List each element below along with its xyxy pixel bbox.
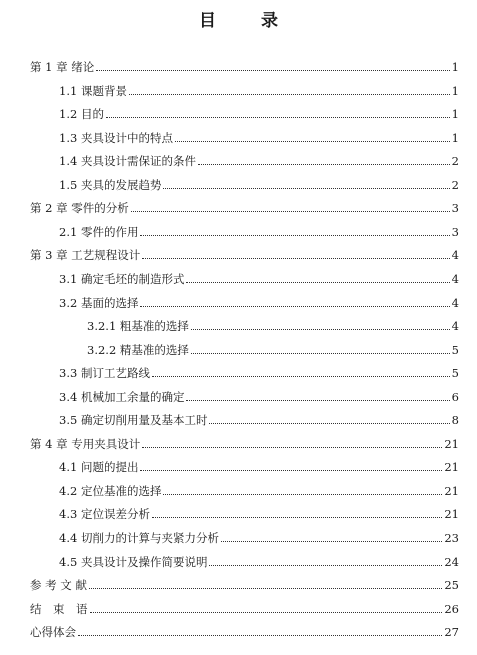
toc-entry-label: 参 考 文 献 bbox=[30, 578, 87, 593]
toc-entry-label: 3.5 确定切削用量及基本工时 bbox=[59, 413, 208, 428]
toc-entry[interactable] bbox=[30, 599, 459, 617]
toc-entry[interactable] bbox=[59, 481, 459, 499]
toc-dot-leader bbox=[140, 235, 449, 236]
toc-entry-label: 1.3 夹具设计中的特点 bbox=[59, 130, 173, 145]
toc-entry-page: 4 bbox=[451, 295, 459, 310]
toc-entry-page: 2 bbox=[451, 154, 459, 169]
toc-dot-leader bbox=[131, 211, 450, 212]
toc-entry-label: 第 4 章 专用夹具设计 bbox=[30, 436, 141, 451]
toc-dot-leader bbox=[209, 423, 449, 424]
toc-dot-leader bbox=[140, 470, 442, 471]
toc-entry-page: 4 bbox=[451, 248, 459, 263]
toc-entry[interactable] bbox=[87, 340, 459, 358]
toc-entry[interactable] bbox=[59, 151, 459, 169]
toc-entry[interactable] bbox=[59, 222, 459, 240]
toc-dot-leader bbox=[163, 188, 449, 189]
toc-entry-page: 1 bbox=[451, 83, 459, 98]
toc-entry-page: 21 bbox=[444, 483, 459, 498]
toc-entry-label: 3.4 机械加工余量的确定 bbox=[59, 389, 185, 404]
toc-entry[interactable] bbox=[87, 316, 459, 334]
toc-entry-page: 24 bbox=[444, 554, 459, 569]
toc-entry[interactable] bbox=[30, 622, 459, 640]
toc-dot-leader bbox=[89, 588, 442, 589]
toc-entry-label: 4.3 定位误差分析 bbox=[59, 507, 150, 522]
toc-entry-label: 第 2 章 零件的分析 bbox=[30, 201, 129, 216]
toc-entry[interactable] bbox=[59, 175, 459, 193]
toc-dot-leader bbox=[78, 635, 442, 636]
toc-entry-page: 27 bbox=[444, 625, 459, 640]
toc-entry[interactable] bbox=[30, 198, 459, 216]
toc-entry-page: 3 bbox=[451, 201, 459, 216]
toc-entry-page: 6 bbox=[451, 389, 459, 404]
toc-entry[interactable] bbox=[59, 81, 459, 99]
toc-dot-leader bbox=[152, 376, 450, 377]
toc-dot-leader bbox=[163, 494, 442, 495]
toc-entry-page: 4 bbox=[451, 319, 459, 334]
toc-entry-page: 21 bbox=[444, 460, 459, 475]
toc-entry-label: 心得体会 bbox=[30, 625, 76, 640]
toc-entry-label: 4.2 定位基准的选择 bbox=[59, 483, 162, 498]
toc-entry-page: 25 bbox=[444, 578, 459, 593]
toc-entry-label: 1.5 夹具的发展趋势 bbox=[59, 177, 162, 192]
toc-entry-label: 4.1 问题的提出 bbox=[59, 460, 139, 475]
toc-entry-page: 3 bbox=[451, 224, 459, 239]
toc-entry[interactable] bbox=[59, 128, 459, 146]
toc-dot-leader bbox=[186, 282, 449, 283]
toc-entry-label: 1.2 目的 bbox=[59, 107, 104, 122]
toc-entry-label: 2.1 零件的作用 bbox=[59, 224, 139, 239]
toc-entry[interactable] bbox=[30, 575, 459, 593]
toc-dot-leader bbox=[191, 329, 450, 330]
toc-entry-page: 23 bbox=[444, 531, 459, 545]
toc-entry-label: 3.2 基面的选择 bbox=[59, 295, 139, 310]
toc-entry[interactable] bbox=[59, 363, 459, 381]
toc-dot-leader bbox=[221, 541, 442, 542]
toc-entry[interactable] bbox=[59, 387, 459, 405]
toc-entry-label: 4.4 切削力的计算与夹紧力分析 bbox=[59, 531, 219, 545]
toc-dot-leader bbox=[186, 400, 449, 401]
toc-entry-page: 21 bbox=[444, 507, 459, 522]
toc-entry-label: 第 3 章 工艺规程设计 bbox=[30, 248, 141, 263]
toc-entry[interactable] bbox=[30, 245, 459, 263]
toc-dot-leader bbox=[152, 517, 442, 518]
toc-entry[interactable] bbox=[59, 104, 459, 122]
toc-dot-leader bbox=[96, 70, 449, 71]
toc-entry-page: 5 bbox=[451, 342, 459, 357]
toc-entry[interactable] bbox=[59, 269, 459, 287]
toc-entry-label: 4.5 夹具设计及操作简要说明 bbox=[59, 554, 208, 569]
toc-entry-page: 1 bbox=[451, 130, 459, 145]
toc-entry[interactable] bbox=[59, 457, 459, 475]
toc-entry-page: 8 bbox=[451, 413, 459, 428]
toc-entry-label: 1.1 课题背景 bbox=[59, 83, 127, 98]
toc-entry-page: 4 bbox=[451, 271, 459, 286]
toc-entry[interactable] bbox=[30, 57, 459, 75]
toc-entry-page: 1 bbox=[451, 107, 459, 122]
toc-dot-leader bbox=[209, 565, 442, 566]
toc-dot-leader bbox=[191, 353, 450, 354]
toc-entry-label: 3.2.2 精基准的选择 bbox=[87, 342, 189, 357]
toc-entry-label: 1.4 夹具设计需保证的条件 bbox=[59, 154, 196, 169]
toc-dot-leader bbox=[106, 117, 450, 118]
toc-entry-label: 3.1 确定毛坯的制造形式 bbox=[59, 271, 185, 286]
toc-entry-page: 5 bbox=[451, 366, 459, 381]
toc-entry[interactable] bbox=[59, 552, 459, 570]
toc-entry[interactable] bbox=[59, 528, 459, 546]
toc-entry-page: 26 bbox=[444, 601, 459, 616]
toc-entry-page: 21 bbox=[444, 436, 459, 451]
toc-entry-label: 3.3 制订工艺路线 bbox=[59, 366, 150, 381]
toc-entry-page: 1 bbox=[451, 60, 459, 74]
toc-dot-leader bbox=[198, 164, 450, 165]
toc-entry-label: 第 1 章 绪论 bbox=[30, 60, 95, 74]
toc-entry-page: 2 bbox=[451, 177, 459, 192]
toc-title: 目 录 bbox=[199, 11, 292, 31]
toc-dot-leader bbox=[140, 306, 449, 307]
toc-entry[interactable] bbox=[59, 410, 459, 428]
toc-dot-leader bbox=[90, 612, 443, 613]
toc-dot-leader bbox=[142, 447, 442, 448]
toc-entry[interactable] bbox=[30, 434, 459, 452]
toc-entry-label: 3.2.1 粗基准的选择 bbox=[87, 319, 189, 334]
toc-entry[interactable] bbox=[59, 504, 459, 522]
toc-entry[interactable] bbox=[59, 293, 459, 311]
toc-dot-leader bbox=[142, 258, 449, 259]
toc-dot-leader bbox=[175, 141, 450, 142]
toc-entry-label: 结 束 语 bbox=[30, 601, 88, 616]
toc-dot-leader bbox=[129, 94, 450, 95]
